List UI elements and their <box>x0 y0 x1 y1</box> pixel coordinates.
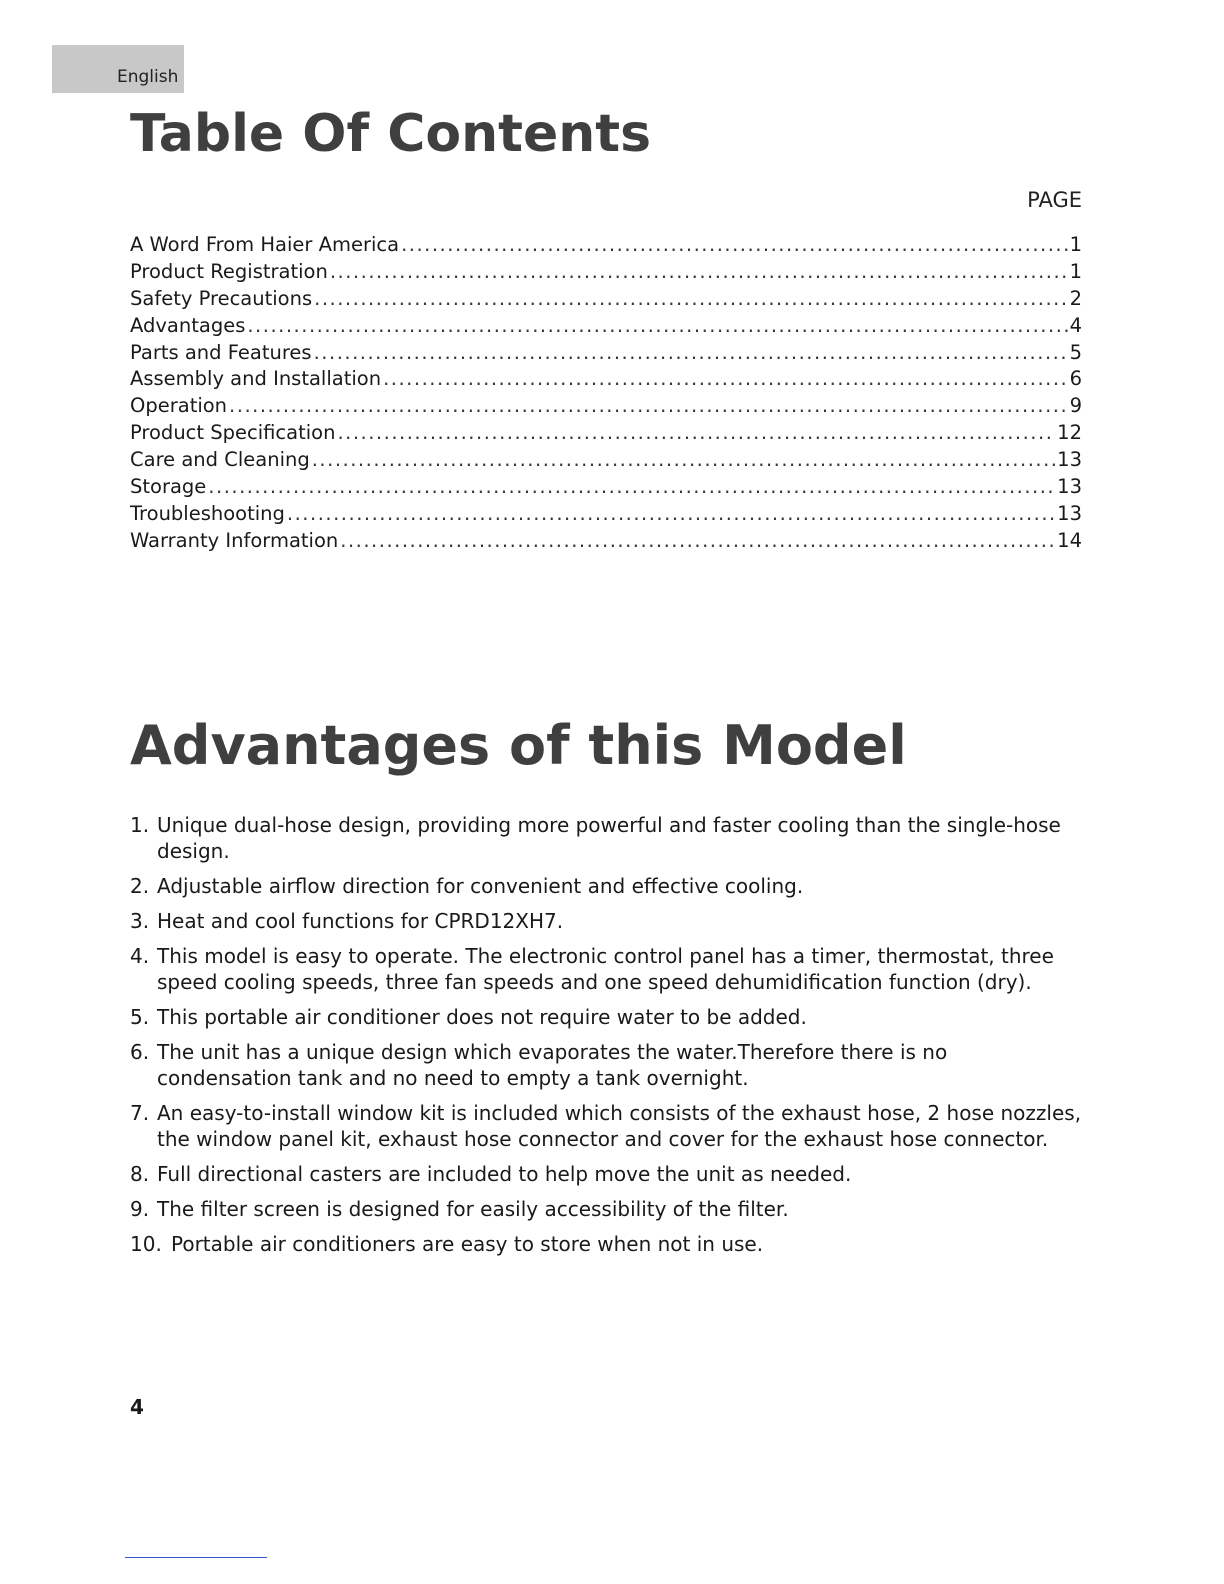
toc-dot-leader <box>340 529 1055 552</box>
advantages-list <box>130 812 1085 1266</box>
list-item-number: 9. <box>130 1197 150 1221</box>
list-item-number: 7. <box>130 1101 150 1125</box>
list-item <box>130 1231 1085 1257</box>
toc-dot-leader <box>383 367 1068 390</box>
toc-entry-page: 9 <box>1069 394 1082 418</box>
toc-dot-leader <box>330 260 1068 283</box>
list-item <box>130 873 1085 899</box>
list-item-text: This portable air conditioner does not require water to be added. <box>157 1005 807 1029</box>
toc-entry-page: 13 <box>1057 475 1082 499</box>
toc-entry[interactable] <box>130 448 1082 475</box>
toc-dot-leader <box>401 233 1068 256</box>
toc-entry-page: 13 <box>1057 448 1082 472</box>
list-item <box>130 1196 1085 1222</box>
toc-entry-page: 14 <box>1057 528 1082 552</box>
toc-entry-page: 5 <box>1069 340 1082 364</box>
list-item-text: The unit has a unique design which evaporates the water.Therefore there is no condensation tank and no need to empty a tank overnight. <box>157 1040 948 1090</box>
list-item <box>130 1161 1085 1187</box>
page-number: 4 <box>130 1395 144 1419</box>
list-item-text: An easy-to-install window kit is included which consists of the exhaust hose, 2 hose nozzles, the window panel kit, exhaust hose connector and cover for the exhaust hose connector. <box>157 1101 1082 1151</box>
list-item <box>130 1100 1085 1152</box>
toc-entry-label: Storage <box>130 475 207 499</box>
footer-divider <box>125 1557 267 1558</box>
toc-entry-label: Operation <box>130 394 228 418</box>
toc-entry-page: 4 <box>1069 313 1082 337</box>
toc-entry-label: Safety Precautions <box>130 286 313 310</box>
list-item <box>130 1039 1085 1091</box>
list-item <box>130 908 1085 934</box>
toc-entry[interactable] <box>130 367 1082 394</box>
toc-entry-page: 1 <box>1069 259 1082 283</box>
list-item <box>130 1004 1085 1030</box>
list-item-text: Full directional casters are included to help move the unit as needed. <box>157 1162 852 1186</box>
toc-entry[interactable] <box>130 529 1082 556</box>
toc-dot-leader <box>229 394 1068 417</box>
list-item-number: 1. <box>130 813 150 837</box>
toc-entry-label: Product Specification <box>130 421 336 445</box>
toc-entry[interactable] <box>130 233 1082 260</box>
toc-dot-leader <box>287 502 1055 525</box>
toc-entry-label: Assembly and Installation <box>130 367 382 391</box>
toc-entry[interactable] <box>130 394 1082 421</box>
toc-entry-label: Parts and Features <box>130 340 312 364</box>
toc-entry[interactable] <box>130 314 1082 341</box>
toc-dot-leader <box>314 341 1068 364</box>
toc-page-header: PAGE <box>1027 188 1082 212</box>
toc-entry[interactable] <box>130 287 1082 314</box>
language-tab: English <box>52 45 184 93</box>
toc-entry-label: Troubleshooting <box>130 501 285 525</box>
toc-entry-label: A Word From Haier America <box>130 233 400 256</box>
toc-entry[interactable] <box>130 421 1082 448</box>
list-item-text: Portable air conditioners are easy to store when not in use. <box>171 1232 764 1256</box>
toc-entry-page: 6 <box>1069 367 1082 391</box>
toc-dot-leader <box>337 421 1055 444</box>
list-item-number: 2. <box>130 874 150 898</box>
toc-entry-label: Warranty Information <box>130 528 339 552</box>
list-item-number: 6. <box>130 1040 150 1064</box>
toc-dot-leader <box>314 287 1067 310</box>
toc-entry-label: Care and Cleaning <box>130 448 310 472</box>
toc-entry-page: 2 <box>1069 286 1082 310</box>
toc-entry-page: 12 <box>1057 421 1082 445</box>
toc-entry[interactable] <box>130 341 1082 368</box>
list-item <box>130 943 1085 995</box>
list-item-text: Heat and cool functions for CPRD12XH7. <box>157 909 564 933</box>
list-item-number: 5. <box>130 1005 150 1029</box>
list-item-number: 10. <box>130 1232 162 1256</box>
list-item-number: 8. <box>130 1162 150 1186</box>
list-item-text: This model is easy to operate. The electronic control panel has a timer, thermostat, three speed cooling speeds, three fan speeds and one speed dehumidification function (dry). <box>157 944 1054 994</box>
list-item-text: The filter screen is designed for easily accessibility of the filter. <box>157 1197 789 1221</box>
toc-entry[interactable] <box>130 260 1082 287</box>
list-item-text: Adjustable airflow direction for convenient and effective cooling. <box>157 874 804 898</box>
toc-dot-leader <box>247 314 1067 337</box>
toc-list <box>130 233 1082 556</box>
list-item-number: 4. <box>130 944 150 968</box>
list-item-text: Unique dual-hose design, providing more powerful and faster cooling than the single-hose design. <box>157 813 1061 863</box>
list-item-number: 3. <box>130 909 150 933</box>
toc-entry-page: 1 <box>1069 233 1082 256</box>
toc-title: Table Of Contents <box>130 104 652 164</box>
toc-entry[interactable] <box>130 475 1082 502</box>
toc-dot-leader <box>208 475 1055 498</box>
advantages-title: Advantages of this Model <box>130 714 907 777</box>
toc-entry[interactable] <box>130 502 1082 529</box>
list-item <box>130 812 1085 864</box>
toc-entry-label: Advantages <box>130 313 246 337</box>
toc-dot-leader <box>312 448 1055 471</box>
toc-entry-page: 13 <box>1057 501 1082 525</box>
toc-entry-label: Product Registration <box>130 259 328 283</box>
